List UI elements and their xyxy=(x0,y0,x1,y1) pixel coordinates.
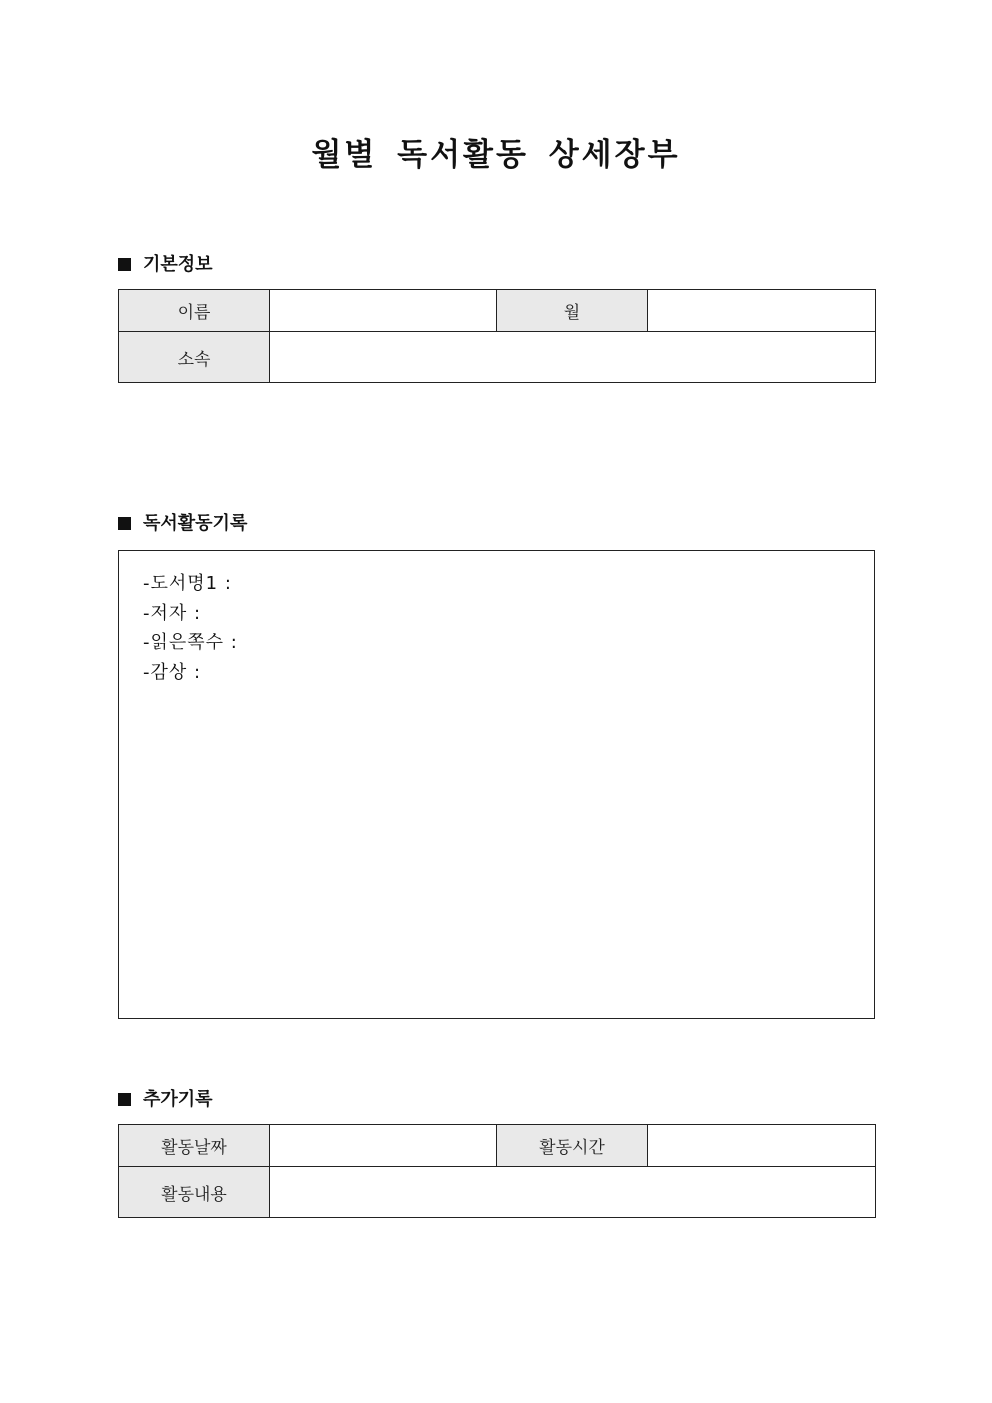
month-label: 월 xyxy=(497,290,648,332)
book-title-line: -도서명1 : xyxy=(143,573,232,594)
additional-record-heading-text: 추가기록 xyxy=(143,1089,213,1110)
basic-info-table xyxy=(118,289,876,383)
reading-record-box[interactable] xyxy=(118,550,875,1019)
square-bullet-icon xyxy=(118,258,131,271)
additional-record-heading xyxy=(118,1087,213,1113)
pages-read-line: -읽은쪽수 : xyxy=(143,632,238,653)
page-title: 월별 독서활동 상세장부 xyxy=(311,137,681,173)
activity-time-label: 활동시간 xyxy=(497,1125,648,1167)
affiliation-label: 소속 xyxy=(119,332,270,383)
basic-info-heading xyxy=(118,252,213,278)
square-bullet-icon xyxy=(118,517,131,530)
month-field[interactable] xyxy=(648,290,876,332)
table-row xyxy=(119,290,876,332)
basic-info-heading-text: 기본정보 xyxy=(143,254,213,275)
activity-time-field[interactable] xyxy=(648,1125,876,1167)
activity-date-field[interactable] xyxy=(270,1125,497,1167)
activity-content-field[interactable] xyxy=(270,1167,876,1218)
table-row xyxy=(119,332,876,383)
reading-record-heading xyxy=(118,511,247,537)
author-line: -저자 : xyxy=(143,602,202,624)
reading-record-heading-text: 독서활동기록 xyxy=(143,513,248,534)
activity-content-label: 활동내용 xyxy=(119,1167,270,1218)
additional-record-table xyxy=(118,1124,876,1218)
name-label: 이름 xyxy=(119,290,270,332)
reading-record-list xyxy=(143,569,238,687)
affiliation-field[interactable] xyxy=(270,332,876,383)
square-bullet-icon xyxy=(118,1093,131,1106)
activity-date-label: 활동날짜 xyxy=(119,1125,270,1167)
table-row xyxy=(119,1167,876,1218)
table-row xyxy=(119,1125,876,1167)
impression-line: -감상 : xyxy=(143,661,202,683)
name-field[interactable] xyxy=(270,290,497,332)
